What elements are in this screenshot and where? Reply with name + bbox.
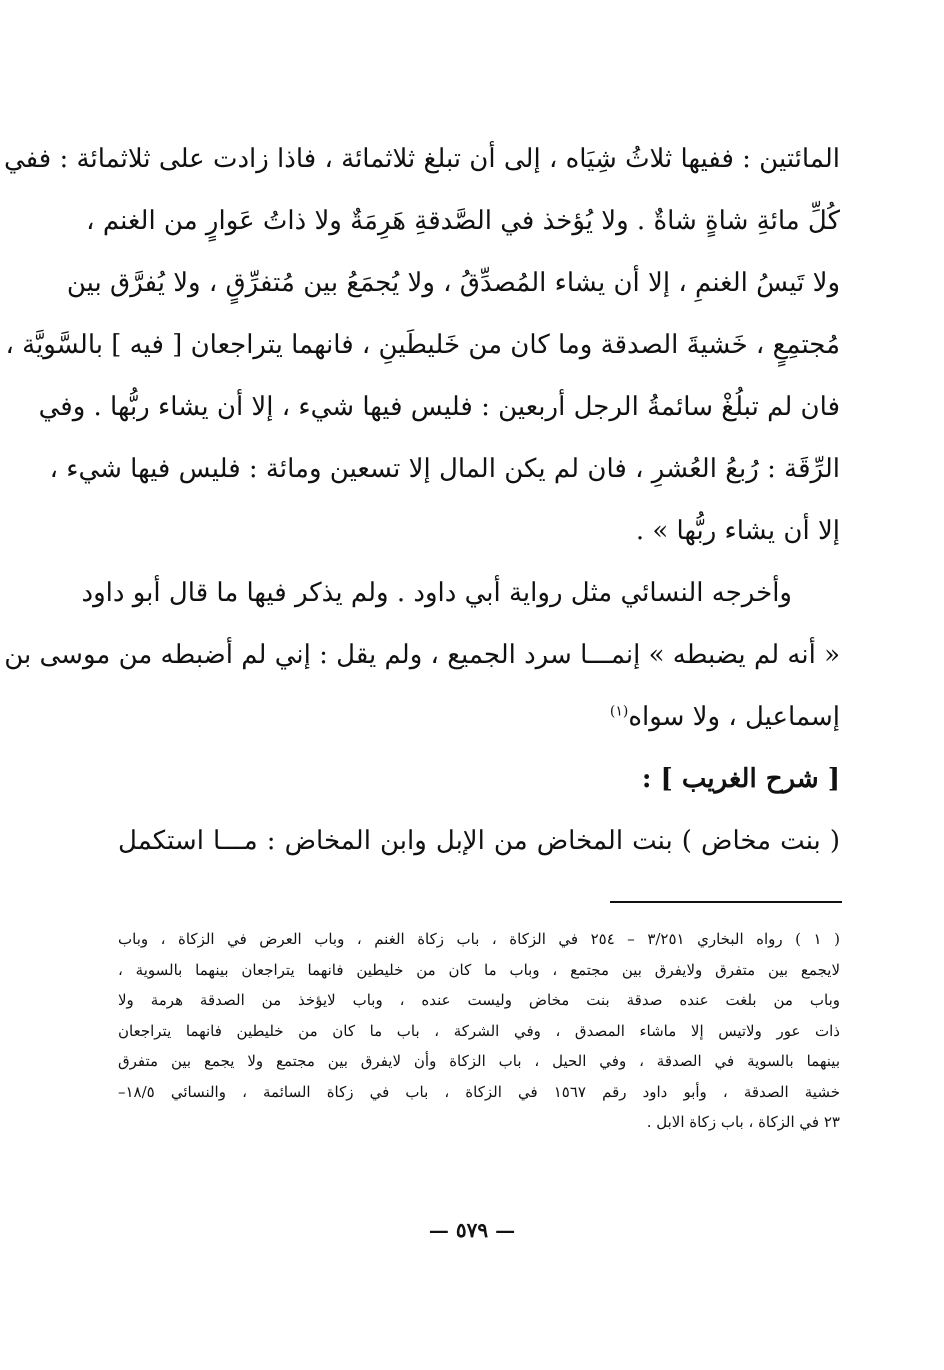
text-line: فان لم تبلُغْ سائمةُ الرجل أربعين : فليس فيها شيء ، إلا أن يشاء ربُّها . وفي	[38, 392, 840, 422]
footnote-line: بينهما بالسوية في الصدقة ، وفي الحيل ، باب الزكاة وأن لايفرق بين مجتمع ولا يجمع بين متفرق	[118, 1052, 840, 1070]
text-line: ولا تَيسُ الغنمِ ، إلا أن يشاء المُصدِّقُ ، ولا يُجمَعُ بين مُتفرِّقٍ ، ولا يُفرَّق بين	[66, 268, 840, 298]
page-number: — ٥٧٩ —	[428, 1218, 516, 1242]
text-line: إلا أن يشاء ربُّها » .	[635, 516, 840, 546]
text-line: المائتين : ففيها ثلاثُ شِيَاه ، إلى أن تبلغ ثلاثمائة ، فاذا زادت على ثلاثمائة : ففي	[3, 144, 840, 174]
footnote-line: ٢٣ في الزكاة ، باب زكاة الابل .	[646, 1113, 840, 1131]
footnote-line: وباب من بلغت عنده صدقة بنت مخاض وليست عنده ، وباب لايؤخذ من الصدقة هرمة ولا	[118, 991, 840, 1009]
text-line: ( بنت مخاض ) بنت المخاض من الإبل وابن المخاض : مـــا استكمل	[118, 826, 840, 856]
text-line: كُلِّ مائةِ شاةٍ شاةٌ . ولا يُؤخذ في الصَّدقةِ هَرِمَةٌ ولا ذاتُ عَوارٍ من الغنم ،	[86, 206, 840, 236]
footnote-line: ذات عور ولاتيس إلا ماشاء المصدق ، وفي الشركة ، باب ما كان من خليطين فانهما يتراجعان	[118, 1021, 840, 1040]
footnotes	[118, 924, 840, 1138]
footnote-line: ( ١ ) رواه البخاري ٣/٢٥١ – ٢٥٤ في الزكاة ، باب زكاة الغنم ، وباب العرض في الزكاة ، وباب	[118, 930, 840, 948]
footnote-marker: (١)	[609, 703, 629, 720]
text-line: مُجتمِعٍ ، خَشيةَ الصدقة وما كان من خَليطَينِ ، فانهما يتراجعان [ فيه ] بالسَّويَّة ،	[5, 330, 840, 360]
text-line-content: إسماعيل ، ولا سواه	[628, 702, 840, 732]
text-line: « أنه لم يضبطه » إنمـــا سرد الجميع ، ولم يقل : إني لم أضبطه من موسى بن	[4, 640, 840, 670]
main-text	[3, 128, 840, 872]
text-line: الرِّقَة : رُبعُ العُشرِ ، فان لم يكن المال إلا تسعين ومائة : فليس فيها شيء ،	[49, 454, 840, 484]
footnote-line: خشية الصدقة ، وأبو داود رقم ١٥٦٧ في الزكاة ، باب في زكاة السائمة ، والنسائي ١٨/٥–	[118, 1082, 840, 1101]
footnote-line: لايجمع بين متفرق ولايفرق بين مجتمع ، وباب ما كان من خليطين فانهما يتراجعان بينهما بالسوية ،	[118, 960, 840, 979]
footnote-divider	[610, 901, 842, 903]
text-line-with-footnote	[118, 686, 840, 748]
section-heading: [ شرح الغريب ] :	[641, 764, 840, 794]
text-line: وأخرجه النسائي مثل رواية أبي داود . ولم يذكر فيها ما قال أبو داود	[81, 578, 792, 608]
